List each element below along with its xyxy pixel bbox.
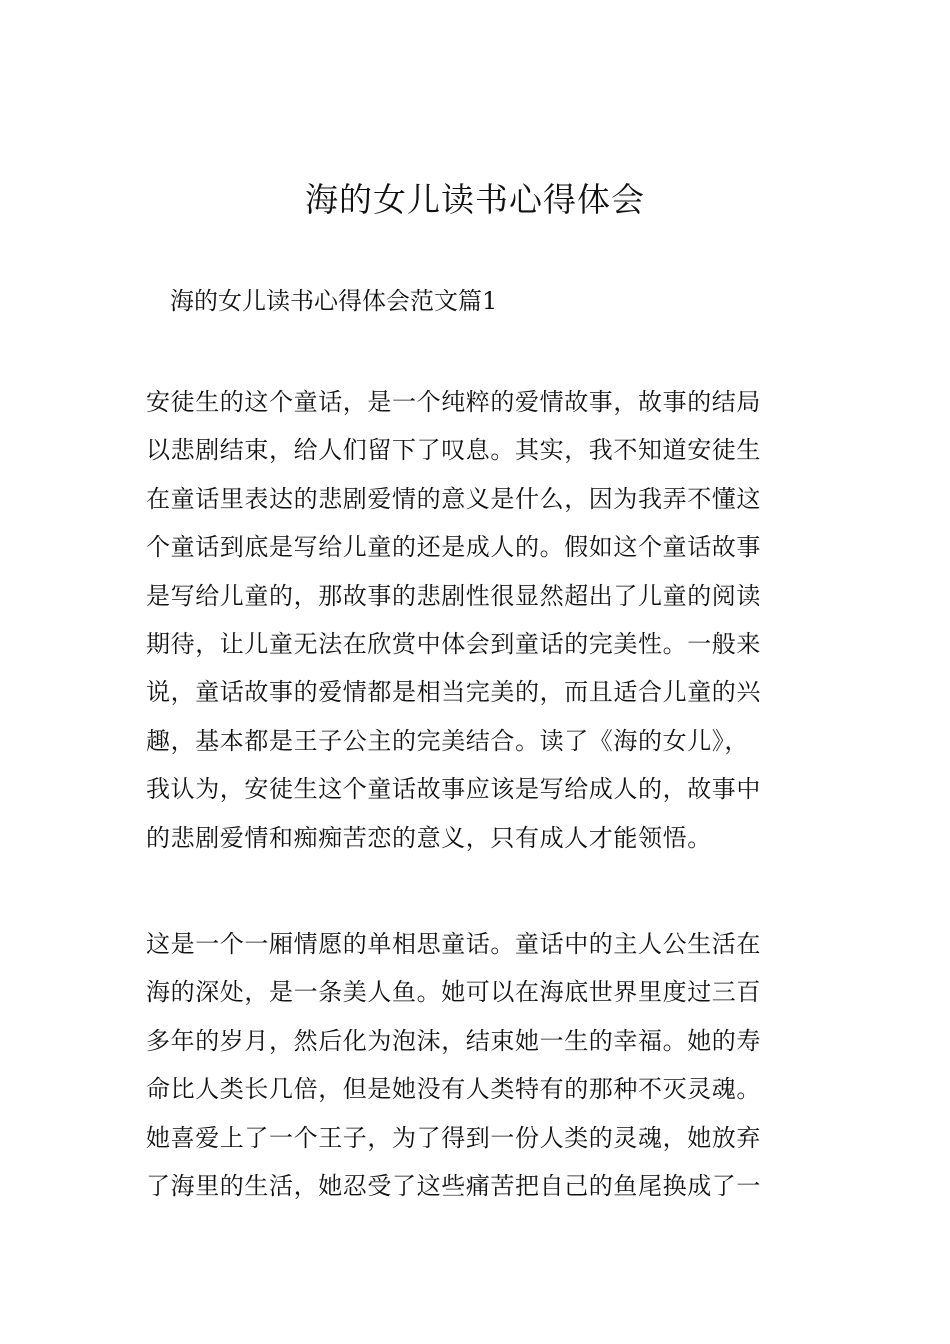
- paragraph-1: [146, 378, 810, 862]
- paragraph-line: 是写给儿童的，那故事的悲剧性很显然超出了儿童的阅读: [146, 581, 761, 610]
- paragraph-line: 多年的岁月，然后化为泡沫，结束她一生的幸福。她的寿: [146, 1026, 761, 1055]
- paragraph-line: 这是一个一厢情愿的单相思童话。童话中的主人公生活在: [146, 930, 761, 958]
- paragraph-line: 了海里的生活，她忍受了这些痛苦把自己的鱼尾换成了一: [146, 1172, 761, 1201]
- paragraph-line: 趣，基本都是王子公主的完美结合。读了《海的女儿》，: [146, 726, 749, 755]
- paragraph-line: 安徒生的这个童话，是一个纯粹的爱情故事，故事的结局: [146, 388, 761, 416]
- document-title: 海的女儿读书心得体会: [305, 180, 645, 219]
- paragraph-line: 以悲剧结束，给人们留下了叹息。其实，我不知道安徒生: [146, 436, 761, 465]
- paragraph-line: 的悲剧爱情和痴痴苦恋的意义，只有成人才能领悟。: [146, 823, 712, 852]
- paragraph-line: 在童话里表达的悲剧爱情的意义是什么，因为我弄不懂这: [146, 484, 761, 513]
- paragraph-line: 命比人类长几倍，但是她没有人类特有的那种不灭灵魂。: [146, 1075, 761, 1104]
- paragraph-line: 个童话到底是写给儿童的还是成人的。假如这个童话故事: [146, 533, 761, 562]
- paragraph-line: 期待，让儿童无法在欣赏中体会到童话的完美性。一般来: [146, 630, 761, 659]
- document-subtitle: 海的女儿读书心得体会范文篇1: [170, 287, 498, 315]
- paragraph-line: 我认为，安徒生这个童话故事应该是写给成人的，故事中: [146, 775, 761, 804]
- paragraph-line: 海的深处，是一条美人鱼。她可以在海底世界里度过三百: [146, 978, 761, 1007]
- paragraph-line: 说，童话故事的爱情都是相当完美的，而且适合儿童的兴: [146, 678, 761, 707]
- paragraph-line: 她喜爱上了一个王子，为了得到一份人类的灵魂，她放弃: [146, 1123, 761, 1152]
- paragraph-2: [146, 920, 810, 1210]
